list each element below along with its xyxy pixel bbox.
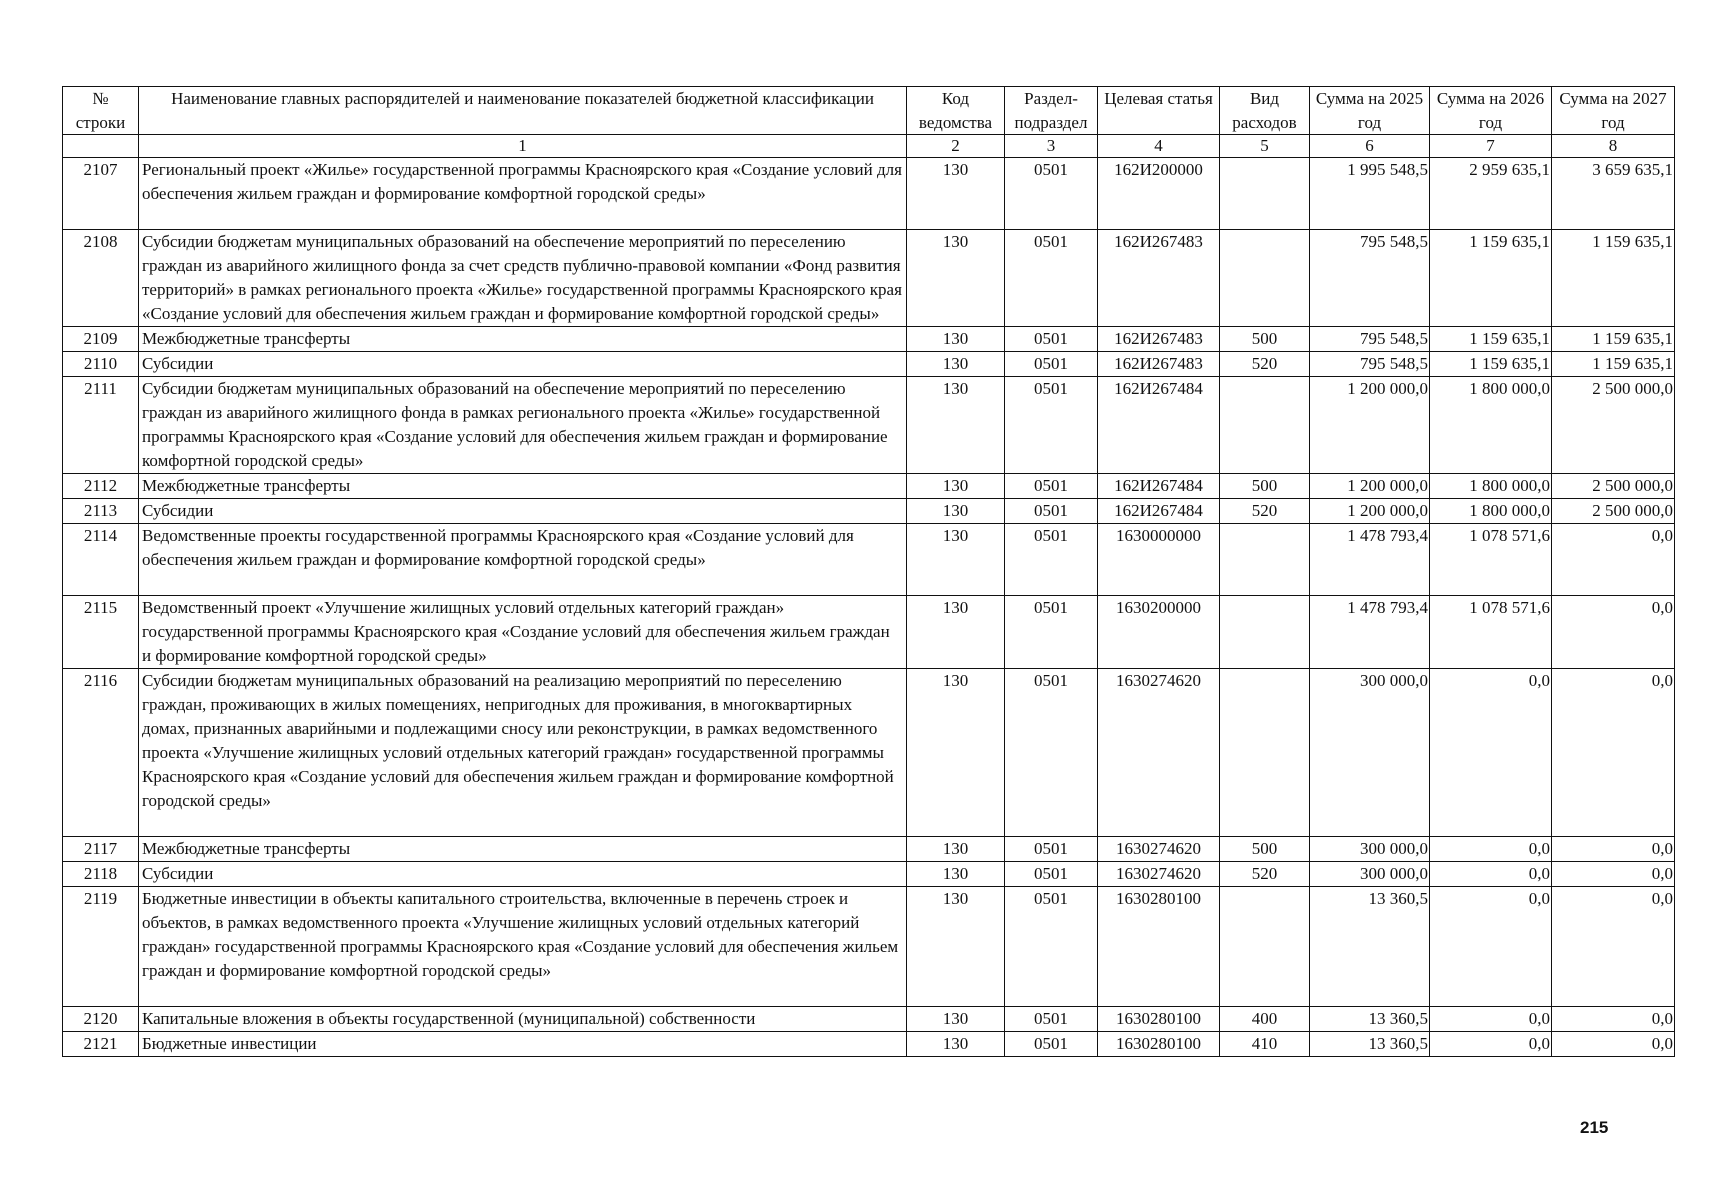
row-department-code: 130: [907, 1032, 1005, 1057]
table-row: [63, 499, 1675, 524]
row-name: Субсидии: [139, 499, 907, 524]
col-header-section: Раздел-подраздел: [1005, 87, 1098, 135]
row-expense-type: 410: [1220, 1032, 1310, 1057]
row-expense-type: [1220, 230, 1310, 327]
col-header-department-code: Код ведомства: [907, 87, 1005, 135]
row-number: 2108: [63, 230, 139, 327]
row-expense-type: 500: [1220, 837, 1310, 862]
row-number: 2109: [63, 327, 139, 352]
row-department-code: 130: [907, 474, 1005, 499]
col-number-cell: [63, 135, 139, 158]
row-department-code: 130: [907, 669, 1005, 837]
col-number-cell: 2: [907, 135, 1005, 158]
row-sum-2027: 2 500 000,0: [1552, 377, 1675, 474]
row-sum-2027: 1 159 635,1: [1552, 327, 1675, 352]
row-target-item: 1630280100: [1098, 887, 1220, 1007]
row-sum-2025: 13 360,5: [1310, 1007, 1430, 1032]
row-expense-type: 500: [1220, 474, 1310, 499]
row-section: 0501: [1005, 352, 1098, 377]
row-department-code: 130: [907, 158, 1005, 230]
row-department-code: 130: [907, 327, 1005, 352]
row-section: 0501: [1005, 524, 1098, 596]
row-section: 0501: [1005, 596, 1098, 669]
row-sum-2027: 0,0: [1552, 862, 1675, 887]
row-sum-2025: 13 360,5: [1310, 887, 1430, 1007]
row-target-item: 162И267483: [1098, 230, 1220, 327]
row-name: Капитальные вложения в объекты государственной (муниципальной) собственности: [139, 1007, 907, 1032]
table-row: [63, 887, 1675, 1007]
row-target-item: 1630274620: [1098, 862, 1220, 887]
row-section: 0501: [1005, 862, 1098, 887]
table-row: [63, 327, 1675, 352]
row-name: Региональный проект «Жилье» государственной программы Красноярского края «Создание условий для обеспечения жильем граждан и формирование комфортной городской среды»: [139, 158, 907, 230]
row-sum-2026: 0,0: [1430, 1032, 1552, 1057]
row-department-code: 130: [907, 377, 1005, 474]
row-department-code: 130: [907, 499, 1005, 524]
row-sum-2026: 1 159 635,1: [1430, 327, 1552, 352]
row-number: 2115: [63, 596, 139, 669]
col-number-cell: 5: [1220, 135, 1310, 158]
row-target-item: 162И200000: [1098, 158, 1220, 230]
row-expense-type: 500: [1220, 327, 1310, 352]
row-sum-2027: 2 500 000,0: [1552, 499, 1675, 524]
row-sum-2025: 1 200 000,0: [1310, 499, 1430, 524]
table-row: [63, 230, 1675, 327]
row-sum-2026: 1 078 571,6: [1430, 596, 1552, 669]
table-row: [63, 524, 1675, 596]
row-sum-2025: 300 000,0: [1310, 862, 1430, 887]
row-sum-2026: 1 800 000,0: [1430, 499, 1552, 524]
row-expense-type: 520: [1220, 862, 1310, 887]
row-sum-2026: 1 078 571,6: [1430, 524, 1552, 596]
row-number: 2116: [63, 669, 139, 837]
row-name: Межбюджетные трансферты: [139, 474, 907, 499]
row-target-item: 1630274620: [1098, 669, 1220, 837]
row-number: 2114: [63, 524, 139, 596]
row-sum-2027: 3 659 635,1: [1552, 158, 1675, 230]
row-department-code: 130: [907, 862, 1005, 887]
row-target-item: 162И267483: [1098, 352, 1220, 377]
table-row: [63, 1032, 1675, 1057]
row-number: 2121: [63, 1032, 139, 1057]
row-target-item: 162И267484: [1098, 474, 1220, 499]
row-sum-2027: 0,0: [1552, 596, 1675, 669]
row-department-code: 130: [907, 230, 1005, 327]
row-sum-2026: 0,0: [1430, 837, 1552, 862]
row-expense-type: 520: [1220, 352, 1310, 377]
row-sum-2026: 1 800 000,0: [1430, 474, 1552, 499]
col-number-cell: 7: [1430, 135, 1552, 158]
row-sum-2026: 0,0: [1430, 862, 1552, 887]
row-department-code: 130: [907, 1007, 1005, 1032]
row-department-code: 130: [907, 837, 1005, 862]
row-target-item: 1630280100: [1098, 1032, 1220, 1057]
row-sum-2025: 795 548,5: [1310, 230, 1430, 327]
row-number: 2119: [63, 887, 139, 1007]
row-section: 0501: [1005, 837, 1098, 862]
table-row: [63, 377, 1675, 474]
row-expense-type: [1220, 596, 1310, 669]
row-target-item: 162И267484: [1098, 377, 1220, 474]
row-section: 0501: [1005, 377, 1098, 474]
row-number: 2120: [63, 1007, 139, 1032]
row-expense-type: 520: [1220, 499, 1310, 524]
row-sum-2025: 1 200 000,0: [1310, 377, 1430, 474]
col-number-cell: 3: [1005, 135, 1098, 158]
row-sum-2027: 0,0: [1552, 837, 1675, 862]
row-sum-2027: 1 159 635,1: [1552, 230, 1675, 327]
column-number-row: [63, 135, 1675, 158]
row-department-code: 130: [907, 352, 1005, 377]
row-sum-2025: 795 548,5: [1310, 327, 1430, 352]
row-sum-2026: 0,0: [1430, 887, 1552, 1007]
row-target-item: 162И267484: [1098, 499, 1220, 524]
row-number: 2118: [63, 862, 139, 887]
row-name: Субсидии бюджетам муниципальных образований на обеспечение мероприятий по переселению граждан из аварийного жилищного фонда в рамках регионального проекта «Жилье» государственной программы Красноярского края «Создание условий для обеспечения жильем граждан и формирование комфортной городской среды»: [139, 377, 907, 474]
row-name: Ведомственный проект «Улучшение жилищных условий отдельных категорий граждан» государственной программы Красноярского края «Создание условий для обеспечения жильем граждан и формирование комфортной городской среды»: [139, 596, 907, 669]
row-section: 0501: [1005, 158, 1098, 230]
row-section: 0501: [1005, 1007, 1098, 1032]
row-sum-2026: 1 159 635,1: [1430, 230, 1552, 327]
table-row: [63, 158, 1675, 230]
row-department-code: 130: [907, 524, 1005, 596]
table-row: [63, 596, 1675, 669]
row-name: Субсидии: [139, 352, 907, 377]
col-header-name: Наименование главных распорядителей и наименование показателей бюджетной классификации: [139, 87, 907, 135]
col-number-cell: 1: [139, 135, 907, 158]
row-sum-2026: 1 800 000,0: [1430, 377, 1552, 474]
row-sum-2027: 2 500 000,0: [1552, 474, 1675, 499]
row-sum-2026: 1 159 635,1: [1430, 352, 1552, 377]
row-target-item: 1630274620: [1098, 837, 1220, 862]
row-sum-2025: 795 548,5: [1310, 352, 1430, 377]
table-row: [63, 669, 1675, 837]
col-header-expense-type: Вид расходов: [1220, 87, 1310, 135]
row-sum-2025: 13 360,5: [1310, 1032, 1430, 1057]
table-row: [63, 352, 1675, 377]
row-sum-2027: 0,0: [1552, 1007, 1675, 1032]
row-sum-2025: 1 478 793,4: [1310, 596, 1430, 669]
row-expense-type: [1220, 158, 1310, 230]
row-sum-2027: 0,0: [1552, 887, 1675, 1007]
table-row: [63, 862, 1675, 887]
page-number: 215: [1580, 1118, 1609, 1137]
row-sum-2025: 1 200 000,0: [1310, 474, 1430, 499]
row-expense-type: [1220, 669, 1310, 837]
row-sum-2025: 1 995 548,5: [1310, 158, 1430, 230]
row-name: Субсидии бюджетам муниципальных образований на обеспечение мероприятий по переселению граждан из аварийного жилищного фонда за счет средств публично-правовой компании «Фонд развития территорий» в рамках регионального проекта «Жилье» государственной программы Красноярского края «Создание условий для обеспечения жильем граждан и формирование комфортной городской среды»: [139, 230, 907, 327]
budget-table-sheet: [62, 86, 1674, 1057]
row-sum-2025: 300 000,0: [1310, 669, 1430, 837]
row-number: 2117: [63, 837, 139, 862]
row-name: Бюджетные инвестиции в объекты капитального строительства, включенные в перечень строек и объектов, в рамках ведомственного проекта «Улучшение жилищных условий отдельных категорий граждан» государственной программы Красноярского края «Создание условий для обеспечения жильем граждан и формирование комфортной городской среды»: [139, 887, 907, 1007]
row-target-item: 162И267483: [1098, 327, 1220, 352]
budget-table: [62, 86, 1675, 1057]
col-header-sum-2027: Сумма на 2027 год: [1552, 87, 1675, 135]
row-name: Бюджетные инвестиции: [139, 1032, 907, 1057]
row-target-item: 1630000000: [1098, 524, 1220, 596]
row-expense-type: [1220, 377, 1310, 474]
col-header-sum-2026: Сумма на 2026 год: [1430, 87, 1552, 135]
row-section: 0501: [1005, 474, 1098, 499]
row-sum-2025: 1 478 793,4: [1310, 524, 1430, 596]
row-expense-type: [1220, 887, 1310, 1007]
table-row: [63, 1007, 1675, 1032]
row-number: 2112: [63, 474, 139, 499]
table-row: [63, 837, 1675, 862]
row-name: Межбюджетные трансферты: [139, 837, 907, 862]
row-department-code: 130: [907, 887, 1005, 1007]
row-sum-2027: 0,0: [1552, 669, 1675, 837]
row-target-item: 1630200000: [1098, 596, 1220, 669]
row-sum-2026: 0,0: [1430, 669, 1552, 837]
row-sum-2027: 0,0: [1552, 524, 1675, 596]
col-header-sum-2025: Сумма на 2025 год: [1310, 87, 1430, 135]
col-header-row-number: № строки: [63, 87, 139, 135]
row-number: 2107: [63, 158, 139, 230]
row-sum-2026: 0,0: [1430, 1007, 1552, 1032]
row-name: Ведомственные проекты государственной программы Красноярского края «Создание условий для обеспечения жильем граждан и формирование комфортной городской среды»: [139, 524, 907, 596]
col-number-cell: 8: [1552, 135, 1675, 158]
row-name: Межбюджетные трансферты: [139, 327, 907, 352]
row-section: 0501: [1005, 230, 1098, 327]
row-target-item: 1630280100: [1098, 1007, 1220, 1032]
col-header-target-item: Целевая статья: [1098, 87, 1220, 135]
row-name: Субсидии: [139, 862, 907, 887]
row-department-code: 130: [907, 596, 1005, 669]
table-row: [63, 474, 1675, 499]
row-sum-2027: 1 159 635,1: [1552, 352, 1675, 377]
row-sum-2027: 0,0: [1552, 1032, 1675, 1057]
row-section: 0501: [1005, 1032, 1098, 1057]
row-sum-2025: 300 000,0: [1310, 837, 1430, 862]
col-number-cell: 6: [1310, 135, 1430, 158]
row-section: 0501: [1005, 327, 1098, 352]
col-number-cell: 4: [1098, 135, 1220, 158]
row-sum-2026: 2 959 635,1: [1430, 158, 1552, 230]
header-row: [63, 87, 1675, 135]
row-number: 2111: [63, 377, 139, 474]
row-expense-type: [1220, 524, 1310, 596]
row-number: 2110: [63, 352, 139, 377]
row-section: 0501: [1005, 669, 1098, 837]
row-section: 0501: [1005, 499, 1098, 524]
row-name: Субсидии бюджетам муниципальных образований на реализацию мероприятий по переселению граждан, проживающих в жилых помещениях, непригодных для проживания, в многоквартирных домах, признанных аварийными и подлежащими сносу или реконструкции, в рамках ведомственного проекта «Улучшение жилищных условий отдельных категорий граждан» государственной программы Красноярского края «Создание условий для обеспечения жильем граждан и формирование комфортной городской среды»: [139, 669, 907, 837]
row-section: 0501: [1005, 887, 1098, 1007]
row-expense-type: 400: [1220, 1007, 1310, 1032]
row-number: 2113: [63, 499, 139, 524]
